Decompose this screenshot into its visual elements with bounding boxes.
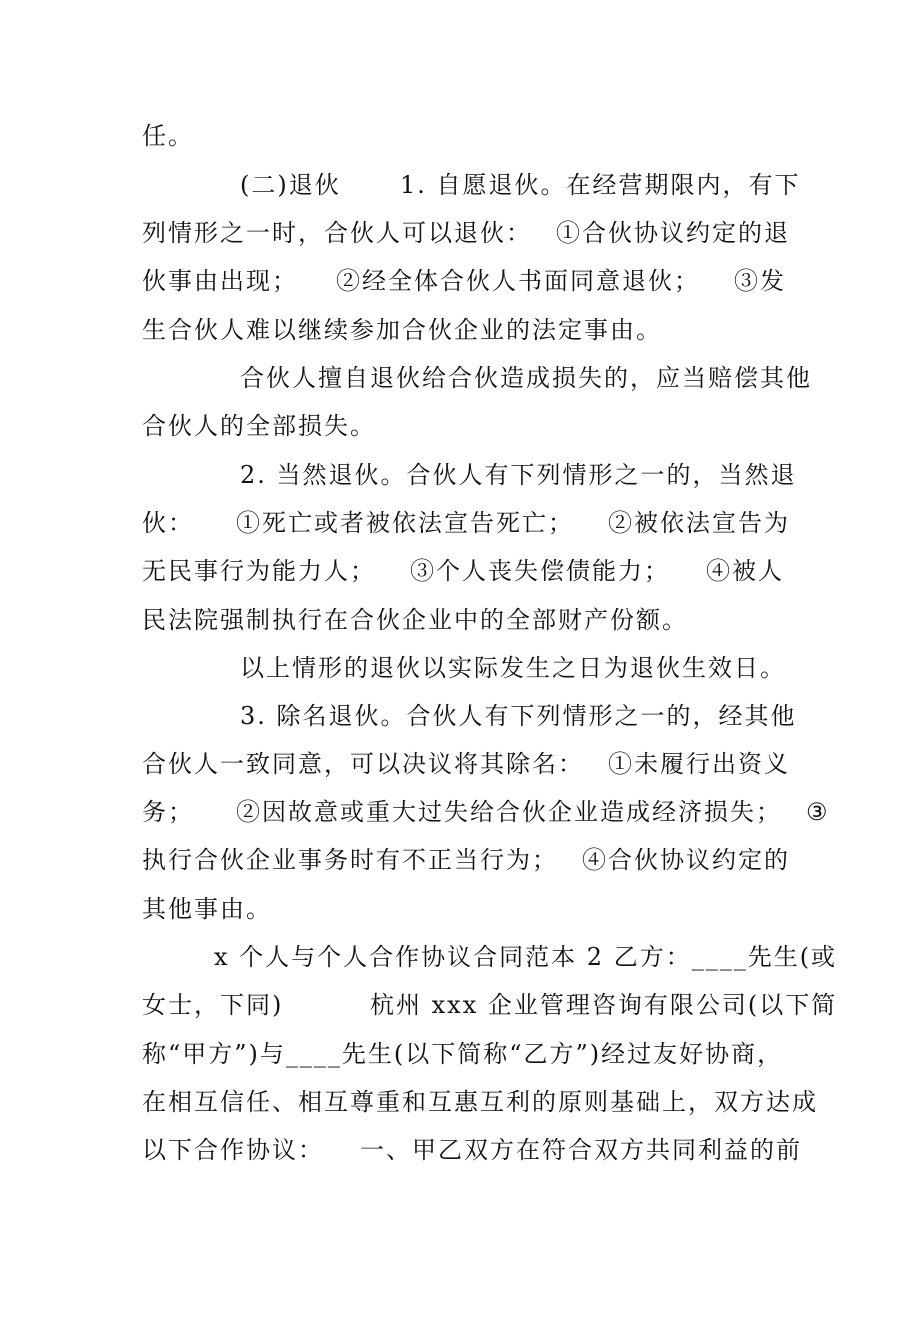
text-segment: ①死亡或者被依法宣告死亡； bbox=[236, 509, 574, 537]
text-segment: 合伙人一致同意，可以决议将其除名： bbox=[142, 750, 584, 778]
text-segment: ②因故意或重大过失给合伙企业造成经济损失； bbox=[236, 798, 782, 826]
text-segment: 以上情形的退伙以实际发生之日为退伙生效日。 bbox=[240, 654, 786, 682]
text-line bbox=[0, 499, 920, 547]
text-segment: ④被人 bbox=[706, 557, 784, 585]
text-segment: ③发 bbox=[734, 267, 786, 295]
text-line bbox=[0, 1078, 920, 1126]
text-segment: 民法院强制执行在合伙企业中的全部财产份额。 bbox=[142, 606, 688, 634]
text-line bbox=[0, 740, 920, 788]
text-line bbox=[0, 1030, 920, 1078]
text-segment: 2. 当然退伙。合伙人有下列情形之一的，当然退 bbox=[240, 461, 797, 489]
text-segment: 一、甲乙双方在符合双方共同利益的前 bbox=[360, 1136, 802, 1164]
text-segment: 合伙人的全部损失。 bbox=[142, 412, 376, 440]
text-line bbox=[0, 885, 920, 933]
text-line bbox=[0, 354, 920, 402]
text-segment: 执行合伙企业事务时有不正当行为； bbox=[142, 846, 558, 874]
text-line bbox=[0, 402, 920, 450]
text-segment: ②被依法宣告为 bbox=[608, 509, 790, 537]
text-segment: 无民事行为能力人； bbox=[142, 557, 376, 585]
text-line bbox=[0, 257, 920, 305]
text-line bbox=[0, 547, 920, 595]
text-segment: 其他事由。 bbox=[142, 895, 272, 923]
text-segment: 女士，下同) bbox=[142, 991, 284, 1019]
text-segment: 以下合作协议： bbox=[142, 1136, 324, 1164]
text-line bbox=[0, 644, 920, 692]
text-segment: ④合伙协议约定的 bbox=[582, 846, 790, 874]
text-segment: 伙事由出现； bbox=[142, 267, 298, 295]
text-segment: 生合伙人难以继续参加合伙企业的法定事由。 bbox=[142, 316, 662, 344]
text-segment: 称“甲方”)与____先生(以下简称“乙方”)经过友好协商， bbox=[142, 1040, 784, 1068]
text-segment: ②经全体合伙人书面同意退伙； bbox=[336, 267, 700, 295]
text-line bbox=[0, 836, 920, 884]
text-line bbox=[0, 692, 920, 740]
text-segment: 杭州 xxx 企业管理咨询有限公司(以下简 bbox=[370, 991, 838, 1019]
text-line bbox=[0, 161, 920, 209]
text-line bbox=[0, 306, 920, 354]
text-line bbox=[0, 933, 920, 981]
text-segment: ③个人丧失偿债能力； bbox=[410, 557, 670, 585]
text-segment: 3. 除名退伙。合伙人有下列情形之一的，经其他 bbox=[240, 702, 797, 730]
text-line bbox=[0, 1126, 920, 1174]
text-segment: (二)退伙 bbox=[240, 171, 341, 199]
text-segment: 任。 bbox=[142, 122, 194, 150]
text-line bbox=[0, 981, 920, 1029]
text-segment: ③ bbox=[806, 798, 830, 826]
text-segment: 伙： bbox=[142, 509, 194, 537]
text-segment: x 个人与个人合作协议合同范本 2 乙方：____先生(或 bbox=[214, 943, 838, 971]
text-segment: 在相互信任、相互尊重和互惠互利的原则基础上，双方达成 bbox=[142, 1088, 818, 1116]
text-segment: ①合伙协议约定的退 bbox=[556, 219, 790, 247]
text-segment: 列情形之一时，合伙人可以退伙： bbox=[142, 219, 532, 247]
text-line bbox=[0, 112, 920, 160]
text-segment: ①未履行出资义 bbox=[608, 750, 790, 778]
text-segment: 1. 自愿退伙。在经营期限内，有下 bbox=[400, 171, 801, 199]
text-line bbox=[0, 451, 920, 499]
text-line bbox=[0, 209, 920, 257]
text-line bbox=[0, 596, 920, 644]
text-segment: 合伙人擅自退伙给合伙造成损失的，应当赔偿其他 bbox=[240, 364, 812, 392]
text-line bbox=[0, 788, 920, 836]
text-segment: 务； bbox=[142, 798, 194, 826]
